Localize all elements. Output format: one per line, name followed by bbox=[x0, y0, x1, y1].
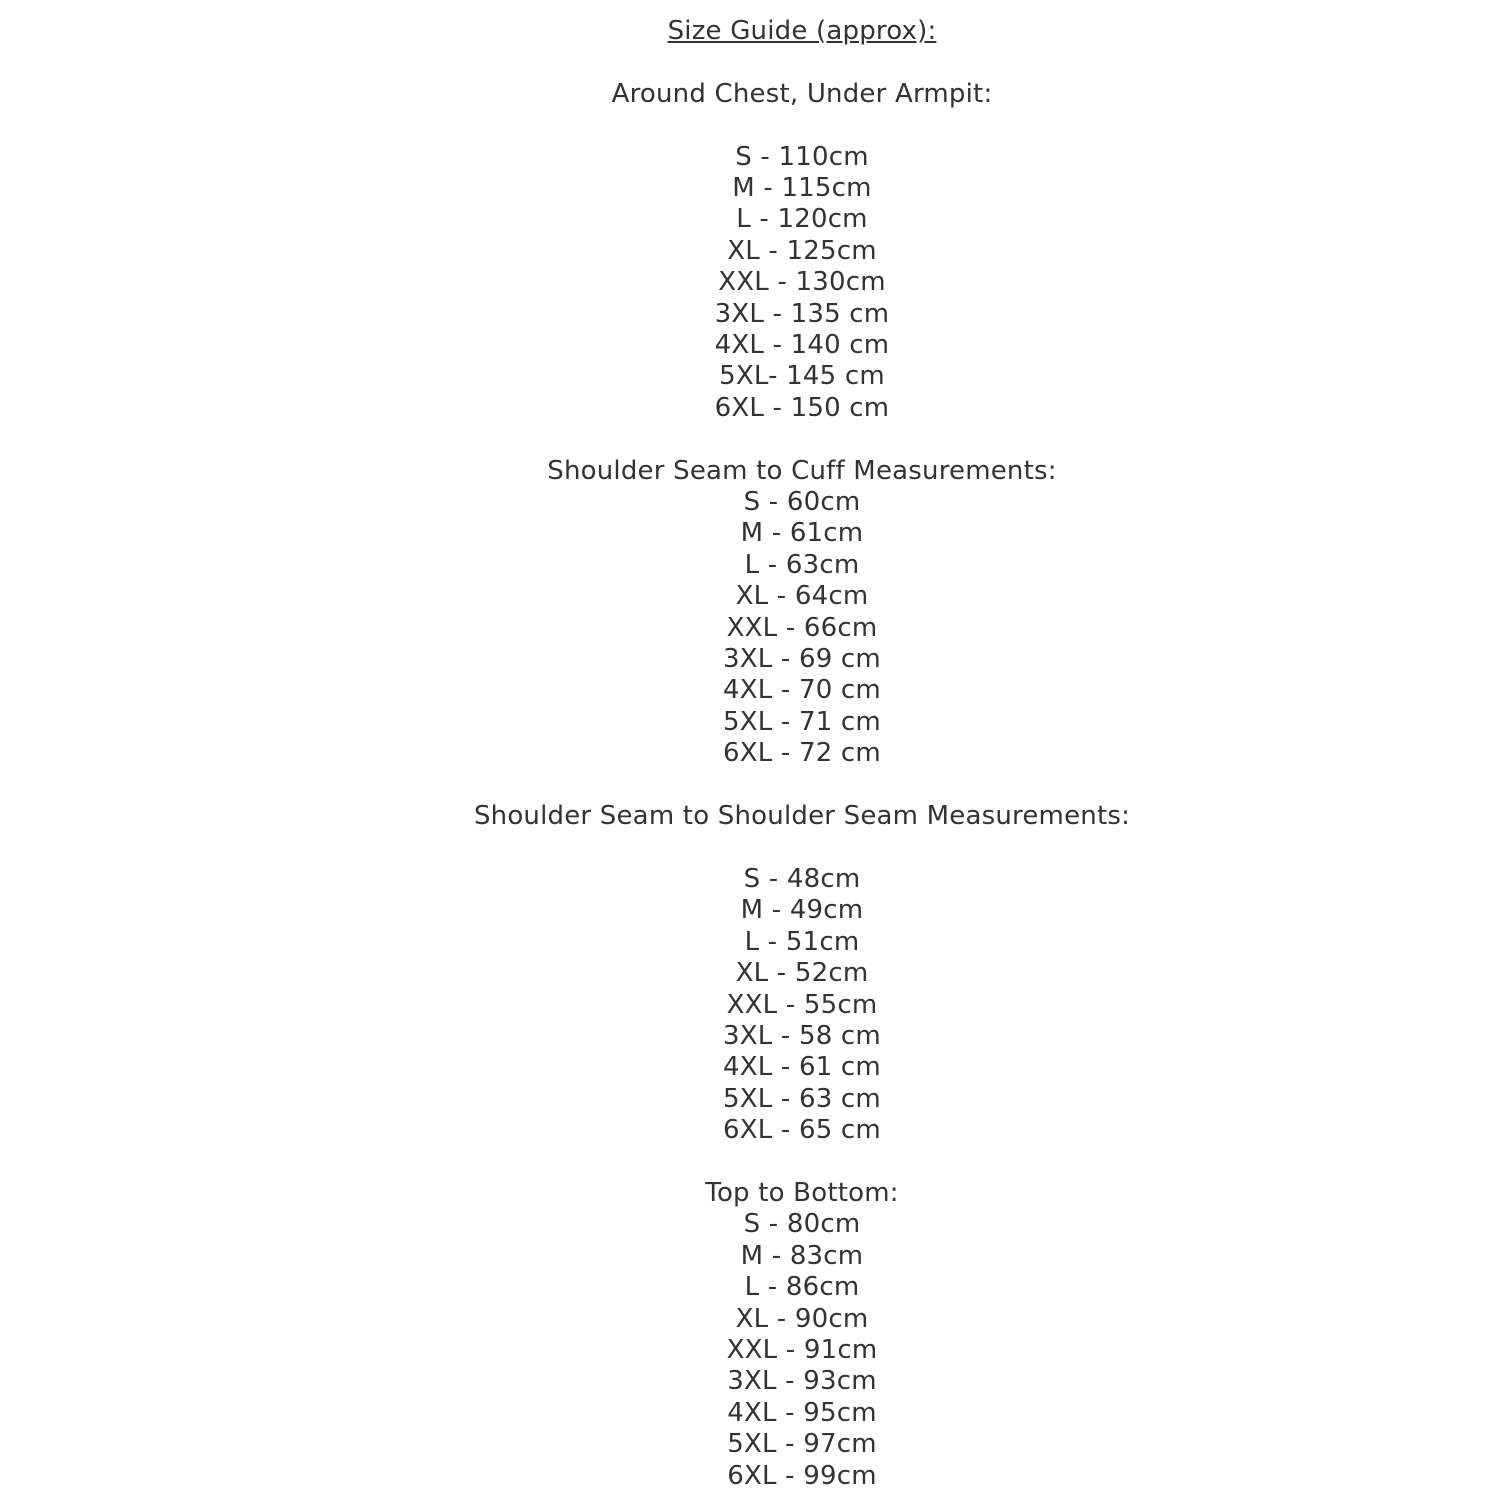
size-item: XL - 125cm bbox=[727, 235, 877, 266]
size-item: 3XL - 93cm bbox=[727, 1366, 877, 1397]
section-heading: Shoulder Seam to Shoulder Seam Measurements: bbox=[473, 801, 1131, 832]
blank-line bbox=[104, 424, 1500, 455]
size-item: L - 120cm bbox=[736, 204, 868, 235]
size-item: M - 115cm bbox=[732, 173, 872, 203]
size-item: XL - 64cm bbox=[735, 581, 869, 612]
blank-line bbox=[104, 833, 1500, 864]
size-item: 3XL - 58 cm bbox=[723, 1020, 881, 1051]
size-item: M - 61cm bbox=[740, 518, 864, 549]
size-item: 4XL - 95cm bbox=[727, 1397, 877, 1428]
size-item: M - 49cm bbox=[740, 895, 864, 926]
size-item: XL - 52cm bbox=[735, 958, 869, 989]
section-heading: Around Chest, Under Armpit: bbox=[611, 78, 993, 109]
size-item: S - 60cm bbox=[743, 487, 861, 518]
size-item: XXL - 91cm bbox=[726, 1334, 878, 1365]
size-item: XXL - 130cm bbox=[718, 267, 886, 298]
size-item: 4XL - 61 cm bbox=[723, 1052, 881, 1083]
blank-line bbox=[104, 1147, 1500, 1178]
size-item: 4XL - 140 cm bbox=[714, 330, 890, 361]
size-item: 5XL- 145 cm bbox=[719, 361, 885, 392]
size-item: 6XL - 72 cm bbox=[723, 738, 881, 769]
size-item: 5XL - 63 cm bbox=[723, 1083, 881, 1114]
blank-line bbox=[104, 110, 1500, 141]
size-item: M - 83cm bbox=[740, 1240, 864, 1271]
size-item: L - 63cm bbox=[744, 549, 860, 580]
size-item: 6XL - 65 cm bbox=[723, 1115, 881, 1146]
size-item: XL - 90cm bbox=[735, 1303, 869, 1334]
size-item: L - 86cm bbox=[744, 1272, 860, 1303]
size-item: 5XL - 97cm bbox=[727, 1429, 877, 1460]
size-item: 6XL - 99cm bbox=[727, 1460, 877, 1491]
blank-line bbox=[104, 47, 1500, 78]
size-item: 4XL - 70 cm bbox=[723, 675, 881, 706]
page-title: Size Guide (approx): bbox=[667, 16, 937, 46]
blank-line bbox=[104, 770, 1500, 801]
section-heading: Top to Bottom: bbox=[705, 1177, 899, 1208]
size-item: XXL - 66cm bbox=[726, 612, 878, 643]
size-item: S - 80cm bbox=[743, 1209, 861, 1240]
size-item: XXL - 55cm bbox=[726, 989, 878, 1020]
size-item: L - 51cm bbox=[744, 926, 860, 957]
size-item: 5XL - 71 cm bbox=[723, 706, 881, 737]
size-item: S - 110cm bbox=[735, 141, 869, 172]
size-item: S - 48cm bbox=[743, 863, 861, 894]
section-heading: Shoulder Seam to Cuff Measurements: bbox=[547, 455, 1057, 486]
size-item: 6XL - 150 cm bbox=[714, 392, 890, 423]
size-item: 3XL - 69 cm bbox=[723, 644, 881, 675]
size-item: 3XL - 135 cm bbox=[714, 298, 890, 329]
sections-container bbox=[104, 79, 1500, 1492]
